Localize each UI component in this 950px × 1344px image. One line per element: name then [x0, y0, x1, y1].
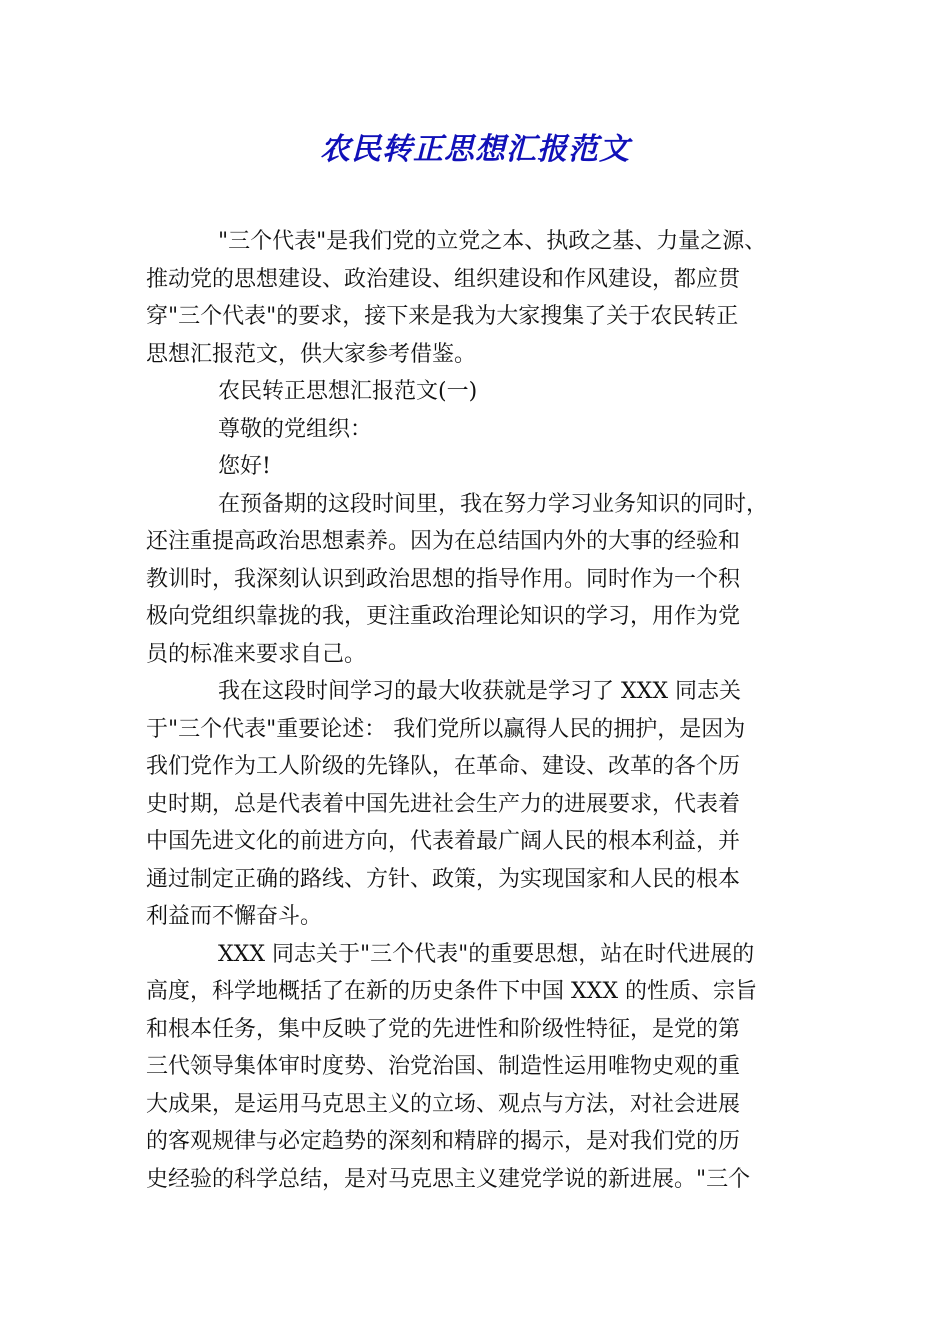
text-line: 中国先进文化的前进方向，代表着最广阔人民的根本利益，并 — [146, 829, 741, 854]
document-title: 农民转正思想汇报范文 — [320, 132, 630, 167]
text-line: 教训时，我深刻认识到政治思想的指导作用。同时作为一个积 — [146, 566, 741, 592]
text-line: XXX 同志关于"三个代表"的重要思想，站在时代进展的 — [218, 941, 755, 967]
text-line: 的客观规律与必定趋势的深刻和精辟的揭示，是对我们党的历 — [146, 1129, 741, 1154]
text-line: 穿"三个代表"的要求，接下来是我为大家搜集了关于农民转正 — [146, 304, 739, 329]
text-line: 极向党组织靠拢的我，更注重政治理论知识的学习，用作为党 — [146, 604, 741, 629]
text-line: 史经验的科学总结，是对马克思主义建党学说的新进展。"三个 — [146, 1166, 751, 1192]
text-line: 员的标准来要求自己。 — [146, 641, 367, 667]
text-line: 尊敬的党组织： — [218, 416, 373, 442]
text-line: 农民转正思想汇报范文(一) — [218, 379, 478, 404]
text-line: 三代领导集体审时度势、治党治国、制造性运用唯物史观的重 — [146, 1054, 741, 1079]
text-line: 您好! — [218, 454, 271, 479]
document-body — [146, 223, 811, 1198]
text-line: 推动党的思想建设、政治建设、组织建设和作风建设，都应贯 — [146, 266, 741, 292]
text-line: 史时期，总是代表着中国先进社会生产力的进展要求，代表着 — [146, 791, 741, 817]
text-line: 思想汇报范文，供大家参考借鉴。 — [146, 341, 477, 367]
text-line: 和根本任务，集中反映了党的先进性和阶级性特征，是党的第 — [146, 1016, 741, 1042]
text-line: 我们党作为工人阶级的先锋队，在革命、建设、改革的各个历 — [146, 754, 741, 779]
text-line: 还注重提高政治思想素养。因为在总结国内外的大事的经验和 — [146, 529, 741, 554]
text-line: 在预备期的这段时间里，我在努力学习业务知识的同时， — [218, 491, 769, 517]
text-line: 高度，科学地概括了在新的历史条件下中国 XXX 的性质、宗旨 — [146, 979, 757, 1004]
text-line: 我在这段时间学习的最大收获就是学习了 XXX 同志关 — [218, 679, 741, 704]
text-line: "三个代表"是我们党的立党之本、执政之基、力量之源、 — [218, 229, 767, 254]
text-line: 通过制定正确的路线、方针、政策，为实现国家和人民的根本 — [146, 866, 741, 892]
text-line: 利益而不懈奋斗。 — [146, 904, 323, 929]
text-line: 于"三个代表"重要论述： 我们党所以赢得人民的拥护，是因为 — [146, 716, 746, 742]
text-line: 大成果，是运用马克思主义的立场、观点与方法，对社会进展 — [146, 1091, 741, 1117]
